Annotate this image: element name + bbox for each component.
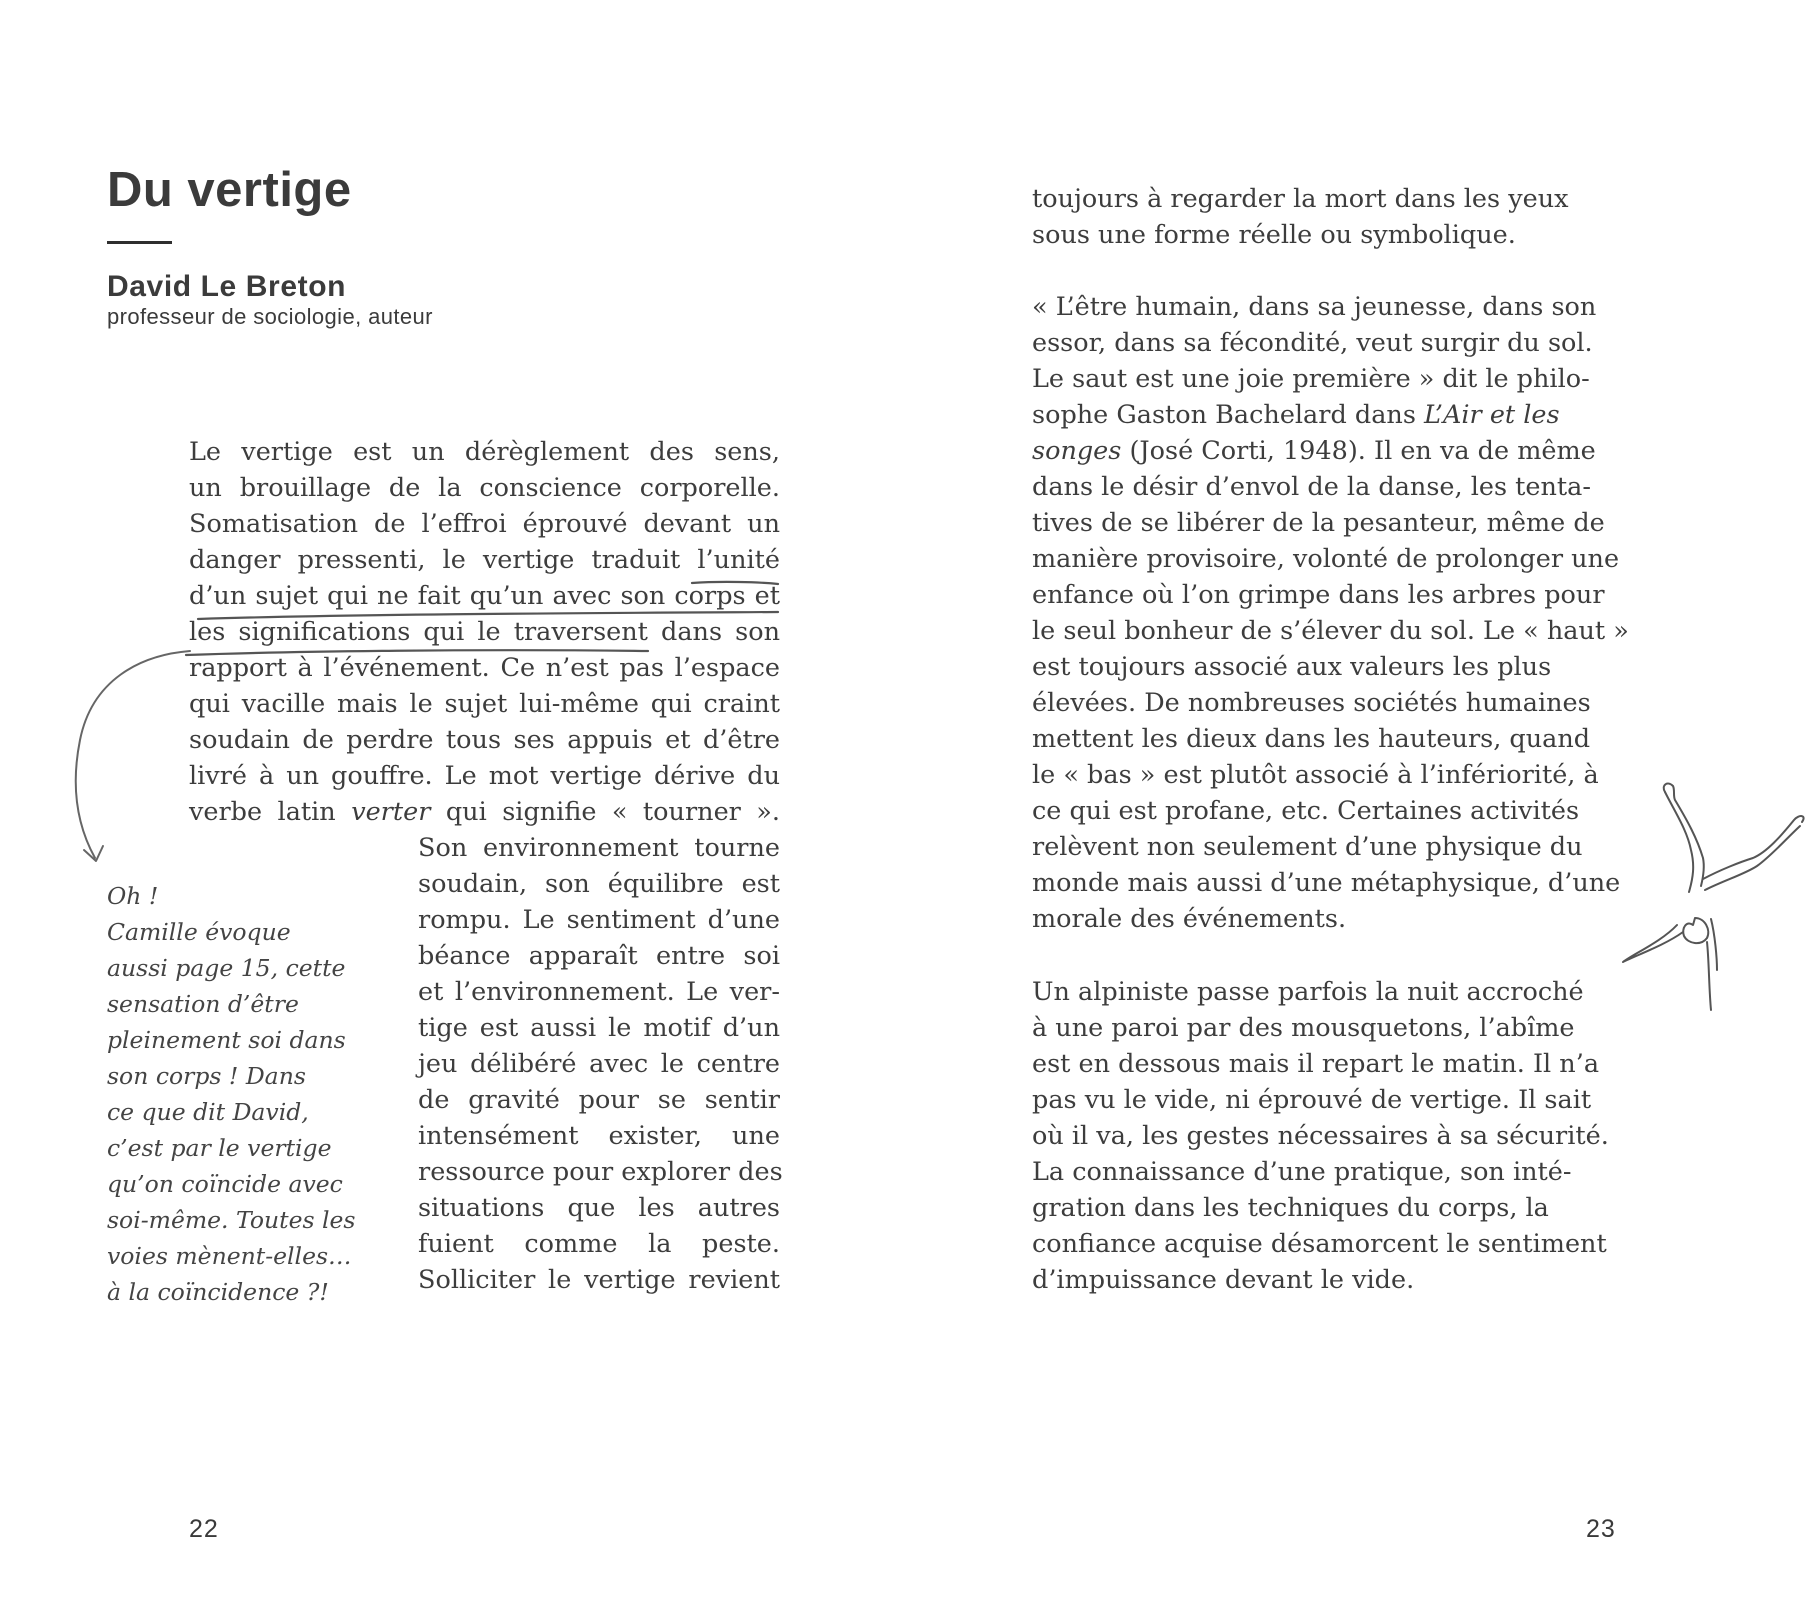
body-line: Un alpiniste passe parfois la nuit accroché xyxy=(1032,977,1584,1007)
left-page xyxy=(0,0,905,1614)
body-line: toujours à regarder la mort dans les yeux xyxy=(1032,184,1569,214)
body-line: et l’environnement. Le ver- xyxy=(418,977,780,1007)
body-line: Son environnement tourne xyxy=(418,833,780,863)
latin-after: qui signifie « tourner ». xyxy=(430,797,781,827)
body-line: élevées. De nombreuses sociétés humaines xyxy=(1032,688,1591,718)
book-title: songes xyxy=(1032,436,1122,466)
body-line: jeu délibéré avec le centre xyxy=(418,1049,780,1079)
author-name: David Le Breton xyxy=(107,270,347,303)
margin-note xyxy=(107,878,397,1310)
arrowhead-icon xyxy=(84,846,103,861)
note-line: Camille évoque xyxy=(107,918,291,946)
body-line: « L’être humain, dans sa jeunesse, dans son xyxy=(1032,292,1597,322)
body-line: intensément exister, une xyxy=(418,1121,780,1151)
note-line: sensation d’être xyxy=(107,990,299,1018)
body-line: rapport à l’événement. Ce n’est pas l’espace xyxy=(189,653,780,683)
body-line: qui vacille mais le sujet lui-même qui craint xyxy=(189,689,780,719)
body-line: dans le désir d’envol de la danse, les tenta- xyxy=(1032,472,1591,502)
body-line: de gravité pour se sentir xyxy=(418,1085,780,1115)
title-divider xyxy=(107,241,172,244)
body-line-book-title xyxy=(1032,397,1560,433)
body-line: où il va, les gestes nécessaires à sa sécurité. xyxy=(1032,1121,1609,1151)
body-line: d’un sujet qui ne fait qu’un avec son corps et xyxy=(189,581,780,611)
body-line: à une paroi par des mousquetons, l’abîme xyxy=(1032,1013,1575,1043)
body-line: gration dans les techniques du corps, la xyxy=(1032,1193,1549,1223)
body-line: monde mais aussi d’une métaphysique, d’une xyxy=(1032,868,1621,898)
latin-word: verter xyxy=(351,797,431,827)
paragraph-3 xyxy=(1032,974,1609,1298)
body-line: morale des événements. xyxy=(1032,904,1347,934)
paragraph-2 xyxy=(1032,289,1629,937)
body-line: Le vertige est un dérèglement des sens, xyxy=(189,437,780,467)
body-line: soudain de perdre tous ses appuis et d’être xyxy=(189,725,780,755)
note-line: Oh ! xyxy=(107,882,159,910)
note-line: ce que dit David, xyxy=(107,1098,309,1126)
body-line: Le saut est une joie première » dit le philo- xyxy=(1032,364,1590,394)
body-line: relèvent non seulement d’une physique du xyxy=(1032,832,1583,862)
body-line: Somatisation de l’effroi éprouvé devant un xyxy=(189,509,780,539)
body-line: tives de se libérer de la pesanteur, même de xyxy=(1032,508,1605,538)
body-column-left xyxy=(189,434,780,830)
line-text: sophe Gaston Bachelard dans xyxy=(1032,400,1425,430)
body-line: fuient comme la peste. xyxy=(418,1229,780,1259)
latin-before: verbe latin xyxy=(189,797,352,827)
body-column-left-narrow xyxy=(418,830,783,1298)
body-line: livré à un gouffre. Le mot vertige dérive du xyxy=(189,761,780,791)
note-line: pleinement soi dans xyxy=(107,1026,346,1054)
body-line: enfance où l’on grimpe dans les arbres pour xyxy=(1032,580,1605,610)
body-line: danger pressenti, le vertige traduit l’unité xyxy=(189,545,780,575)
note-line: à la coïncidence ?! xyxy=(107,1278,329,1306)
body-line: est toujours associé aux valeurs les plus xyxy=(1032,652,1552,682)
body-line: le seul bonheur de s’élever du sol. Le « haut » xyxy=(1032,616,1629,646)
body-line: sous une forme réelle ou symbolique. xyxy=(1032,220,1516,250)
note-line: c’est par le vertige xyxy=(107,1134,332,1162)
body-line: essor, dans sa fécondité, veut surgir du sol. xyxy=(1032,328,1593,358)
body-line: tige est aussi le motif d’un xyxy=(418,1013,780,1043)
page-number-right: 23 xyxy=(1586,1515,1616,1543)
body-line: confiance acquise désamorcent le sentiment xyxy=(1032,1229,1607,1259)
article-title: Du vertige xyxy=(107,163,352,217)
body-line: soudain, son équilibre est xyxy=(418,869,780,899)
body-line: béance apparaît entre soi xyxy=(418,941,780,971)
note-line: soi-même. Toutes les xyxy=(107,1206,356,1234)
body-line-book-title-cont xyxy=(1032,433,1596,469)
body-line-latin xyxy=(189,794,780,830)
note-line: aussi page 15, cette xyxy=(107,954,346,982)
note-line: son corps ! Dans xyxy=(107,1062,306,1090)
body-line: ce qui est profane, etc. Certaines activités xyxy=(1032,796,1580,826)
line-text: (José Corti, 1948). Il en va de même xyxy=(1121,436,1596,466)
paragraph-1 xyxy=(1032,181,1569,253)
body-line: les significations qui le traversent dans son xyxy=(189,617,780,647)
body-line: situations que les autres xyxy=(418,1193,780,1223)
body-line: Solliciter le vertige revient xyxy=(418,1265,780,1295)
book-title: L’Air et les xyxy=(1424,400,1560,430)
body-line: mettent les dieux dans les hauteurs, quand xyxy=(1032,724,1591,754)
body-line: un brouillage de la conscience corporelle. xyxy=(189,473,780,503)
note-line: qu’on coïncide avec xyxy=(107,1170,343,1198)
body-line: est en dessous mais il repart le matin. Il n’a xyxy=(1032,1049,1600,1079)
page-number-left: 22 xyxy=(189,1515,219,1543)
body-line: manière provisoire, volonté de prolonger une xyxy=(1032,544,1620,574)
right-page xyxy=(905,0,1811,1614)
note-line: voies mènent-elles… xyxy=(107,1242,352,1270)
body-line: d’impuissance devant le vide. xyxy=(1032,1265,1415,1295)
body-line: rompu. Le sentiment d’une xyxy=(418,905,780,935)
body-line: pas vu le vide, ni éprouvé de vertige. Il sait xyxy=(1032,1085,1592,1115)
author-role: professeur de sociologie, auteur xyxy=(107,304,433,329)
body-line: La connaissance d’une pratique, son inté- xyxy=(1032,1157,1572,1187)
body-line: le « bas » est plutôt associé à l’infériorité, à xyxy=(1032,760,1599,790)
curved-arrow-icon xyxy=(76,651,190,858)
body-line: ressource pour explorer des xyxy=(418,1157,783,1187)
